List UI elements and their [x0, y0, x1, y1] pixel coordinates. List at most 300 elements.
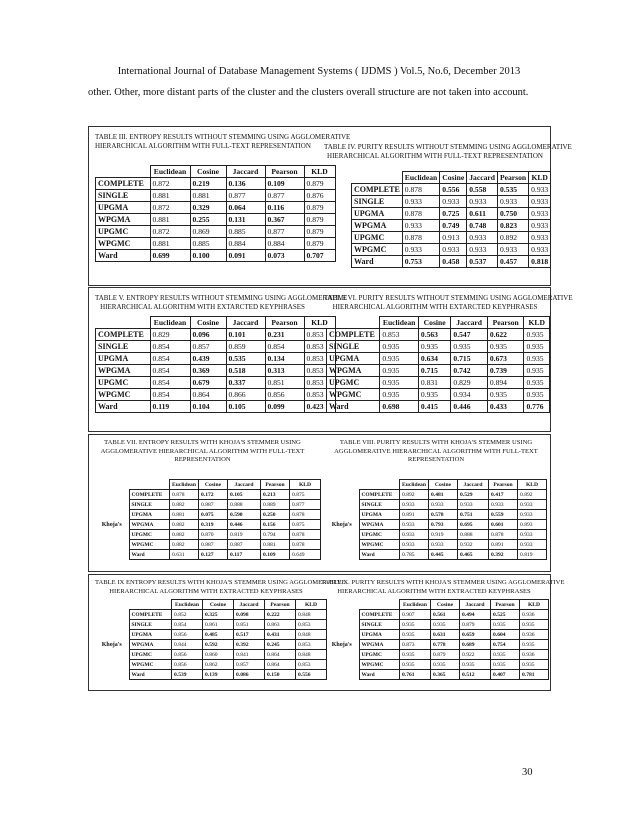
table-cell: 0.446: [451, 401, 487, 413]
column-header: Cosine: [440, 172, 467, 184]
table-row: [96, 389, 336, 401]
table-row: [95, 520, 321, 530]
column-header: KLD: [518, 480, 547, 490]
table-cell: 0.877: [265, 190, 304, 202]
table-cell: 0.854: [150, 341, 190, 353]
table-cell: 0.935: [524, 377, 550, 389]
table-cell: 0.933: [402, 244, 440, 256]
table-cell: 0.134: [265, 353, 304, 365]
table-cell: 0.844: [172, 640, 203, 650]
table-cell: 0.556: [440, 184, 467, 196]
table-cell: 0.219: [190, 178, 226, 190]
table-cell: 0.634: [418, 353, 451, 365]
table-cell: 0.856: [172, 650, 203, 660]
column-header: Euclidean: [400, 480, 429, 490]
table-cell: 0.933: [402, 196, 440, 208]
table-v-caption: TABLE V. ENTROPY RESULTS WITHOUT STEMMING USING AGGLOMERATIVE HIERARCHICAL ALGORITHM WITH EXTARCTED KEYPHRASES: [95, 294, 348, 312]
table-cell: 0.933: [497, 244, 528, 256]
column-header: KLD: [520, 600, 549, 610]
column-header: KLD: [524, 317, 550, 329]
table-cell: 0.761: [400, 670, 431, 680]
table-cell: 0.894: [487, 377, 524, 389]
table-cell: 0.882: [170, 520, 199, 530]
table-row: [327, 365, 550, 377]
table-cell: 0.853: [304, 365, 335, 377]
column-header: Euclidean: [150, 317, 190, 329]
row-label: WPGMA: [359, 640, 400, 650]
table-cell: 0.935: [460, 660, 491, 670]
table-cell: 0.857: [190, 341, 226, 353]
row-label: WPGMA: [129, 520, 170, 530]
table-cell: 0.739: [487, 365, 524, 377]
table-cell: 0.794: [261, 530, 290, 540]
journal-header: International Journal of Database Management Systems ( IJDMS ) Vol.5, No.6, December 2013: [117, 66, 521, 77]
table-row: [327, 353, 550, 365]
table-cell: 0.854: [172, 620, 203, 630]
table-cell: 0.884: [265, 238, 304, 250]
table-cell: 0.096: [190, 329, 226, 341]
table-cell: 0.715: [451, 353, 487, 365]
table-cell: 0.879: [304, 202, 335, 214]
table-cell: 0.785: [400, 550, 429, 560]
table-row: [95, 540, 321, 550]
table-cell: 0.485: [203, 630, 234, 640]
table-cell: 0.417: [489, 490, 518, 500]
column-header: Cosine: [429, 480, 458, 490]
table-cell: 0.631: [170, 550, 199, 560]
row-label: WPGMC: [96, 389, 151, 401]
table-cell: 0.156: [261, 520, 290, 530]
table-cell: 0.922: [460, 650, 491, 660]
table-cell: 0.933: [458, 500, 489, 510]
table-cell: 0.935: [524, 389, 550, 401]
results-table-t4: [351, 171, 551, 268]
table-header-row: [95, 480, 321, 490]
row-label: SINGLE: [359, 620, 400, 630]
table-row: [96, 329, 336, 341]
table-cell: 0.864: [265, 650, 296, 660]
column-header: Pearson: [265, 317, 304, 329]
table-cell: 0.936: [520, 610, 549, 620]
table-cell: 0.119: [150, 401, 190, 413]
table-header-row: [95, 600, 327, 610]
table-cell: 0.751: [458, 510, 489, 520]
table-cell: 0.878: [170, 490, 199, 500]
table-cell: 0.933: [400, 540, 429, 550]
table-cell: 0.086: [234, 670, 265, 680]
table-row: [352, 184, 551, 196]
table-row: [96, 377, 336, 389]
table-row: [96, 365, 336, 377]
table-cell: 0.891: [400, 510, 429, 520]
table-row: [96, 190, 336, 202]
row-label: COMPLETE: [359, 490, 400, 500]
table-cell: 0.933: [529, 208, 551, 220]
table-cell: 0.458: [440, 256, 467, 268]
table-cell: 0.872: [150, 226, 190, 238]
row-label: Ward: [359, 670, 400, 680]
table-row: [96, 250, 336, 262]
table-cell: 0.819: [518, 550, 547, 560]
row-label: COMPLETE: [327, 329, 380, 341]
results-table-t3: [95, 165, 336, 262]
table-cell: 0.854: [150, 365, 190, 377]
table-cell: 0.881: [261, 540, 290, 550]
table-row: [95, 650, 327, 660]
table-cell: 0.856: [265, 389, 304, 401]
table-cell: 0.439: [190, 353, 226, 365]
table-cell: 0.933: [400, 520, 429, 530]
table-cell: 0.698: [380, 401, 419, 413]
table-row: [325, 520, 547, 530]
table-row: [96, 238, 336, 250]
table-cell: 0.936: [520, 650, 549, 660]
table-cell: 0.100: [190, 250, 226, 262]
table-cell: 0.933: [467, 244, 498, 256]
table-cell: 0.893: [518, 520, 547, 530]
table-cell: 0.881: [150, 238, 190, 250]
table-cell: 0.829: [150, 329, 190, 341]
table-row: [327, 389, 550, 401]
table-cell: 0.673: [487, 353, 524, 365]
stemmer-group-label: Khoja's: [331, 641, 352, 648]
table-cell: 0.933: [518, 540, 547, 550]
table-cell: 0.869: [190, 226, 226, 238]
table-cell: 0.392: [489, 550, 518, 560]
table-cell: 0.933: [529, 196, 551, 208]
table-cell: 0.884: [226, 238, 265, 250]
table-cell: 0.891: [489, 540, 518, 550]
table-cell: 0.139: [203, 670, 234, 680]
table-cell: 0.116: [265, 202, 304, 214]
table-row: [95, 500, 321, 510]
stemmer-group-label: Khoja's: [101, 641, 122, 648]
table-row: [325, 550, 547, 560]
table-cell: 0.935: [491, 660, 520, 670]
row-label: COMPLETE: [96, 178, 151, 190]
row-label: SINGLE: [129, 620, 172, 630]
table-cell: 0.933: [429, 540, 458, 550]
panel-keyphrases-no-stemming: [88, 287, 573, 432]
table-cell: 0.933: [402, 220, 440, 232]
row-label: WPGMA: [327, 365, 380, 377]
table-cell: 0.535: [226, 353, 265, 365]
table-cell: 0.537: [467, 256, 498, 268]
table-row: [95, 510, 321, 520]
table-cell: 0.064: [226, 202, 265, 214]
table-cell: 0.879: [431, 650, 460, 660]
table-cell: 0.870: [199, 530, 228, 540]
table-cell: 0.481: [429, 490, 458, 500]
table-cell: 0.935: [524, 353, 550, 365]
row-label: UPGMA: [129, 630, 172, 640]
table-row: [325, 660, 549, 670]
table-row: [95, 550, 321, 560]
table-cell: 0.888: [458, 530, 489, 540]
results-table-t9: [95, 599, 327, 680]
table-cell: 0.517: [234, 630, 265, 640]
row-label: UPGMC: [96, 226, 151, 238]
table-header-row: [352, 172, 551, 184]
table-cell: 0.659: [460, 630, 491, 640]
table-cell: 0.935: [520, 620, 549, 630]
table-cell: 0.109: [261, 550, 290, 560]
table-row: [95, 640, 327, 650]
table-cell: 0.882: [170, 540, 199, 550]
table-row: [325, 530, 547, 540]
table-cell: 0.881: [150, 190, 190, 202]
table-cell: 0.749: [440, 220, 467, 232]
table-cell: 0.091: [226, 250, 265, 262]
table-cell: 0.109: [265, 178, 304, 190]
table-cell: 0.423: [304, 401, 335, 413]
table-cell: 0.754: [491, 640, 520, 650]
table-cell: 0.105: [228, 490, 261, 500]
table-header-row: [325, 480, 547, 490]
row-label: UPGMA: [96, 202, 151, 214]
row-label: UPGMA: [96, 353, 151, 365]
table-cell: 0.329: [190, 202, 226, 214]
table-cell: 0.935: [418, 341, 451, 353]
table-cell: 0.337: [226, 377, 265, 389]
table-cell: 0.863: [265, 620, 296, 630]
table-cell: 0.935: [431, 660, 460, 670]
table-cell: 0.365: [431, 670, 460, 680]
table-cell: 0.431: [265, 630, 296, 640]
table-cell: 0.529: [458, 490, 489, 500]
column-header: KLD: [529, 172, 551, 184]
table-cell: 0.856: [172, 660, 203, 670]
table-cell: 0.679: [190, 377, 226, 389]
panel-full-text-no-stemming: [88, 126, 572, 286]
table-header-row: [327, 317, 550, 329]
table-header-row: [96, 166, 336, 178]
table-cell: 0.935: [400, 650, 431, 660]
table-cell: 0.465: [458, 550, 489, 560]
table-row: [96, 214, 336, 226]
table-cell: 0.856: [172, 630, 203, 640]
row-label: UPGMA: [129, 510, 170, 520]
column-header: Jaccard: [460, 600, 491, 610]
table-ix-caption: TABLE IX ENTROPY RESULTS WITH KHOJA'S STEMMER USING AGGLOMERATIVE HIERARCHICAL ALGORITHM WITH EXTRACTED KEYPHRASES: [95, 579, 346, 595]
table-cell: 0.367: [265, 214, 304, 226]
table-cell: 0.073: [265, 250, 304, 262]
table-cell: 0.854: [150, 389, 190, 401]
table-cell: 0.742: [451, 365, 487, 377]
row-label: WPGMC: [327, 389, 380, 401]
column-header: Euclidean: [150, 166, 190, 178]
table-cell: 0.818: [529, 256, 551, 268]
table-cell: 0.879: [304, 238, 335, 250]
row-label: WPGMC: [352, 244, 403, 256]
column-header: KLD: [304, 317, 335, 329]
table-cell: 0.535: [497, 184, 528, 196]
table-cell: 0.935: [400, 630, 431, 640]
intro-paragraph: other. Other, more distant parts of the cluster and the clusters overall structure are not taken into account.: [88, 87, 529, 98]
table-row: [352, 232, 551, 244]
table-cell: 0.919: [429, 530, 458, 540]
table-row: [327, 329, 550, 341]
table-cell: 0.935: [400, 660, 431, 670]
table-cell: 0.875: [290, 490, 321, 500]
table-row: [352, 244, 551, 256]
column-header: KLD: [290, 480, 321, 490]
table-cell: 0.878: [402, 208, 440, 220]
table-cell: 0.611: [467, 208, 498, 220]
table-cell: 0.881: [150, 214, 190, 226]
row-label: UPGMA: [327, 353, 380, 365]
results-table-t8: [325, 479, 547, 560]
table-cell: 0.913: [440, 232, 467, 244]
table-cell: 0.933: [400, 500, 429, 510]
table-row: [325, 540, 547, 550]
table-cell: 0.935: [400, 620, 431, 630]
table-row: [95, 610, 327, 620]
table-cell: 0.590: [228, 510, 261, 520]
column-header: Pearson: [265, 600, 296, 610]
table-cell: 0.547: [451, 329, 487, 341]
row-label: WPGMA: [96, 214, 151, 226]
table-cell: 0.935: [380, 341, 419, 353]
table-row: [327, 341, 550, 353]
row-label: WPGMC: [96, 238, 151, 250]
table-cell: 0.934: [451, 389, 487, 401]
table-cell: 0.445: [429, 550, 458, 560]
table-cell: 0.935: [431, 620, 460, 630]
table-cell: 0.935: [487, 389, 524, 401]
table-row: [325, 670, 549, 680]
column-header: Jaccard: [458, 480, 489, 490]
table-cell: 0.539: [172, 670, 203, 680]
row-label: WPGMA: [352, 220, 403, 232]
table-cell: 0.881: [170, 510, 199, 520]
table-row: [96, 341, 336, 353]
row-label: Ward: [352, 256, 403, 268]
row-label: WPGMC: [359, 540, 400, 550]
table-cell: 0.622: [487, 329, 524, 341]
table-cell: 0.392: [234, 640, 265, 650]
table-cell: 0.935: [380, 389, 419, 401]
table-iii-caption: TABLE III. ENTROPY RESULTS WITHOUT STEMMING USING AGGLOMERATIVE HIERARCHICAL ALGORITHM WITH FULL-TEXT REPRESENTATION: [95, 133, 351, 151]
table-cell: 0.433: [487, 401, 524, 413]
column-header: Pearson: [491, 600, 520, 610]
table-cell: 0.877: [226, 190, 265, 202]
table-row: [325, 640, 549, 650]
table-cell: 0.907: [400, 610, 431, 620]
table-row: [325, 500, 547, 510]
stemmer-group-label: Khoja's: [101, 521, 122, 528]
table-cell: 0.172: [199, 490, 228, 500]
table-row: [95, 620, 327, 630]
table-cell: 0.935: [451, 341, 487, 353]
table-cell: 0.699: [150, 250, 190, 262]
table-cell: 0.561: [431, 610, 460, 620]
row-label: SINGLE: [327, 341, 380, 353]
table-cell: 0.853: [304, 377, 335, 389]
row-label: COMPLETE: [359, 610, 400, 620]
table-header-row: [96, 317, 336, 329]
table-cell: 0.877: [290, 500, 321, 510]
row-label: SINGLE: [359, 500, 400, 510]
table-cell: 0.878: [489, 530, 518, 540]
table-cell: 0.851: [265, 377, 304, 389]
table-cell: 0.875: [290, 520, 321, 530]
row-label: Ward: [129, 670, 172, 680]
column-header: Pearson: [489, 480, 518, 490]
row-label: UPGMC: [129, 650, 172, 660]
table-row: [96, 401, 336, 413]
table-row: [95, 670, 327, 680]
table-cell: 0.255: [190, 214, 226, 226]
table-cell: 0.933: [529, 244, 551, 256]
table-cell: 0.776: [524, 401, 550, 413]
table-cell: 0.935: [380, 365, 419, 377]
table-cell: 0.933: [489, 500, 518, 510]
table-vi-caption: TABLE VI. PURITY RESULTS WITHOUT STEMMING USING AGGLOMERATIVE HIERARCHICAL ALGORITHM WITH EXTARCTED KEYPHRASES: [324, 294, 573, 312]
row-label: Ward: [129, 550, 170, 560]
table-cell: 0.935: [380, 353, 419, 365]
table-row: [95, 630, 327, 640]
column-header: Jaccard: [226, 317, 265, 329]
table-row: [95, 530, 321, 540]
panel-full-text-khoja: [88, 434, 551, 572]
table-cell: 0.848: [296, 610, 327, 620]
page-number: 30: [522, 767, 533, 778]
table-row: [327, 377, 550, 389]
row-label: Ward: [96, 250, 151, 262]
row-label: SINGLE: [96, 190, 151, 202]
table-cell: 0.933: [518, 500, 547, 510]
table-cell: 0.748: [467, 220, 498, 232]
column-header: Pearson: [497, 172, 528, 184]
table-cell: 0.885: [190, 238, 226, 250]
table-cell: 0.879: [304, 178, 335, 190]
table-cell: 0.753: [402, 256, 440, 268]
table-cell: 0.848: [296, 630, 327, 640]
table-cell: 0.872: [150, 202, 190, 214]
table-cell: 0.887: [199, 540, 228, 550]
table-cell: 0.695: [458, 520, 489, 530]
table-cell: 0.851: [234, 620, 265, 630]
column-header: Cosine: [203, 600, 234, 610]
table-cell: 0.101: [226, 329, 265, 341]
table-row: [96, 226, 336, 238]
table-cell: 0.882: [170, 500, 199, 510]
row-label: WPGMA: [359, 520, 400, 530]
table-cell: 0.935: [491, 620, 520, 630]
row-label: WPGMC: [129, 540, 170, 550]
table-cell: 0.098: [234, 610, 265, 620]
table-cell: 0.781: [520, 670, 549, 680]
table-cell: 0.457: [497, 256, 528, 268]
row-label: UPGMA: [359, 630, 400, 640]
table-cell: 0.933: [429, 500, 458, 510]
table-row: [325, 510, 547, 520]
table-row: [96, 178, 336, 190]
column-header: KLD: [304, 166, 335, 178]
table-cell: 0.853: [296, 640, 327, 650]
table-cell: 0.933: [400, 530, 429, 540]
table-cell: 0.715: [418, 365, 451, 377]
table-cell: 0.601: [489, 520, 518, 530]
column-header: Pearson: [265, 166, 304, 178]
table-row: [325, 620, 549, 630]
table-cell: 0.848: [296, 650, 327, 660]
table-cell: 0.313: [265, 365, 304, 377]
table-cell: 0.888: [228, 500, 261, 510]
panel-keyphrases-khoja: [88, 574, 565, 691]
table-cell: 0.879: [304, 226, 335, 238]
